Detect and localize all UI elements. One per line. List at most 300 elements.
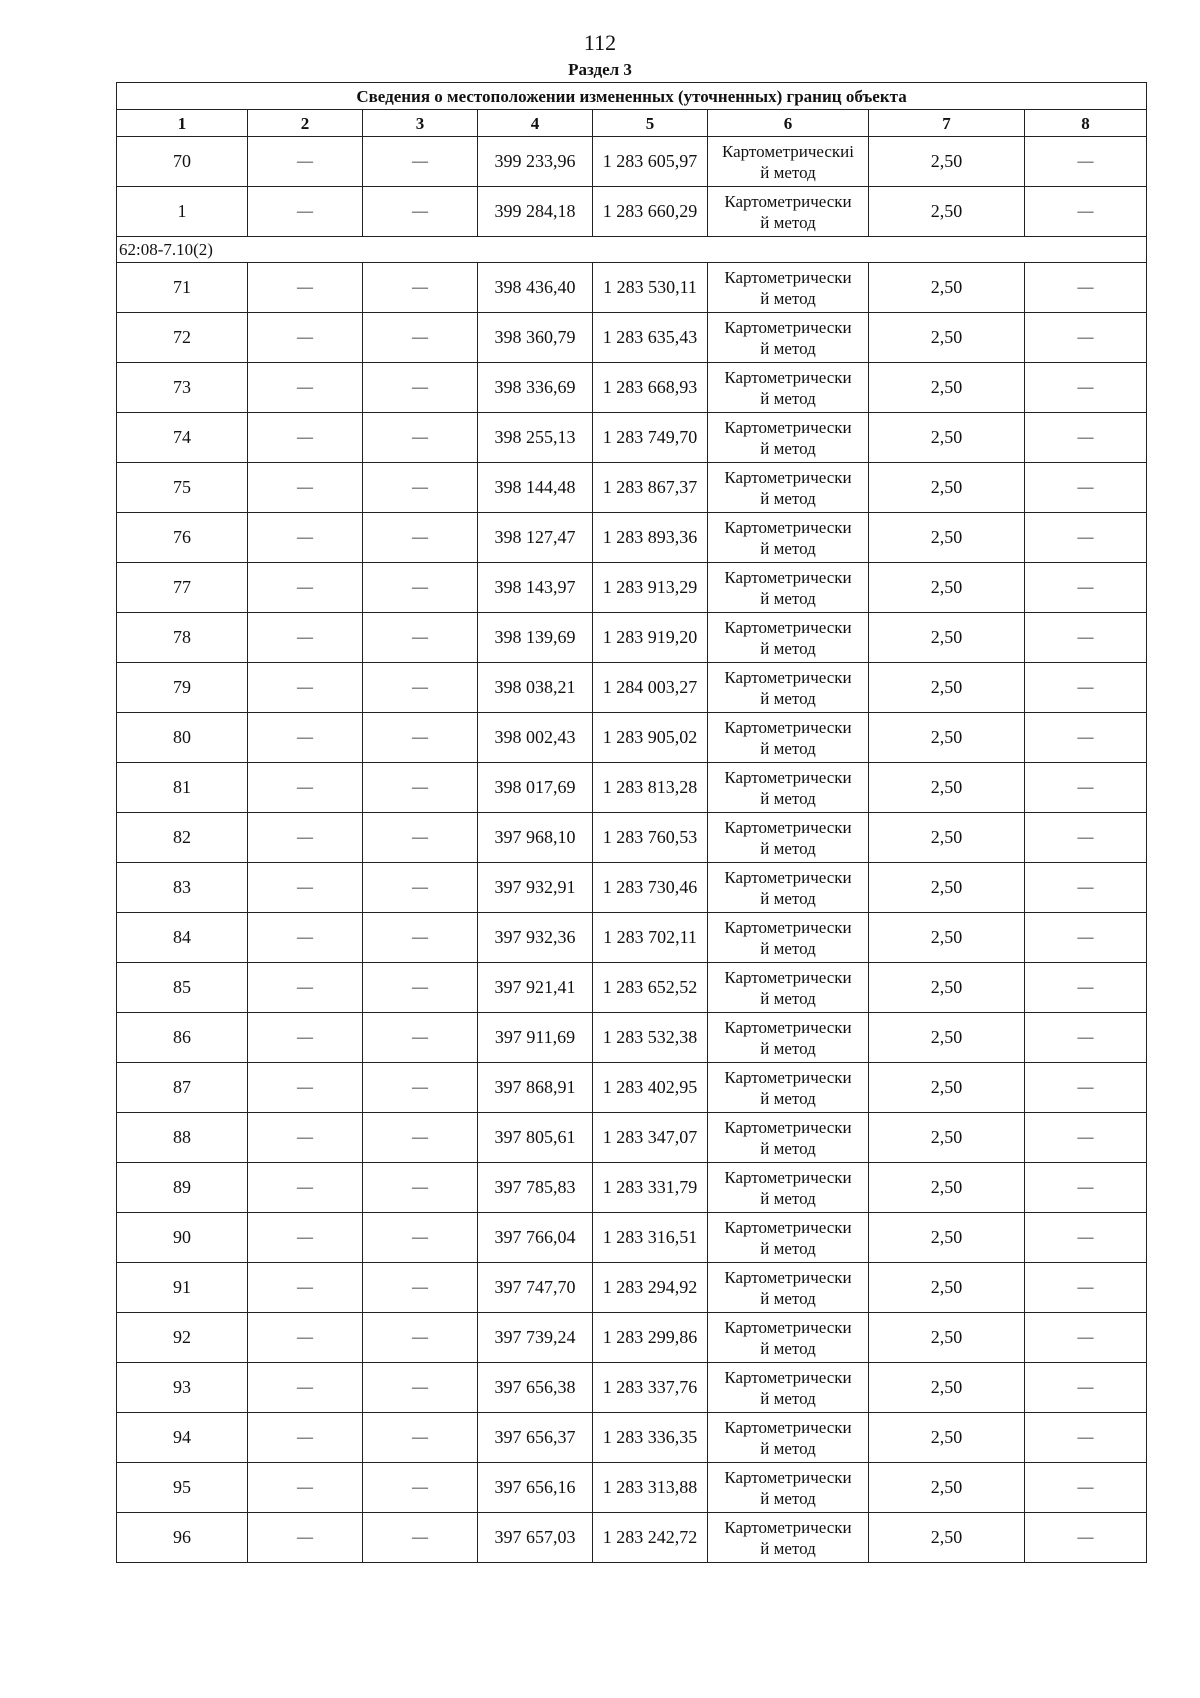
col3-value: —: [363, 713, 478, 763]
y-coordinate: 1 283 813,28: [593, 763, 708, 813]
method-line-1: Картометрически: [724, 1217, 852, 1237]
y-coordinate: 1 283 702,11: [593, 913, 708, 963]
y-coordinate: 1 284 003,27: [593, 663, 708, 713]
col2-value: —: [248, 1113, 363, 1163]
accuracy: 2,50: [869, 1463, 1025, 1513]
accuracy: 2,50: [869, 463, 1025, 513]
col3-value: —: [363, 1213, 478, 1263]
table-row: [117, 1363, 1147, 1413]
point-number: 83: [117, 863, 248, 913]
col8-value: —: [1025, 363, 1147, 413]
x-coordinate: 398 436,40: [478, 263, 593, 313]
col8-value: —: [1025, 463, 1147, 513]
accuracy: 2,50: [869, 613, 1025, 663]
col3-value: —: [363, 813, 478, 863]
table-row: [117, 1013, 1147, 1063]
method-line-1: Картометрически: [724, 917, 852, 937]
method-line-2: й метод: [760, 1288, 816, 1308]
method: [708, 263, 869, 313]
col8-value: —: [1025, 713, 1147, 763]
col2-value: —: [248, 1063, 363, 1113]
point-number: 77: [117, 563, 248, 613]
accuracy: 2,50: [869, 413, 1025, 463]
accuracy: 2,50: [869, 1163, 1025, 1213]
col2-value: —: [248, 1163, 363, 1213]
col3-value: —: [363, 613, 478, 663]
method-line-1: Картометрически: [724, 467, 852, 487]
method: [708, 1163, 869, 1213]
method: [708, 713, 869, 763]
col3-value: —: [363, 1063, 478, 1113]
col8-value: —: [1025, 1363, 1147, 1413]
table-row: [117, 1513, 1147, 1563]
point-number: 95: [117, 1463, 248, 1513]
col8-value: —: [1025, 513, 1147, 563]
x-coordinate: 397 921,41: [478, 963, 593, 1013]
method-line-2: й метод: [760, 1338, 816, 1358]
method-line-2: й метод: [760, 738, 816, 758]
column-number-7: 7: [869, 110, 1025, 137]
method: [708, 1513, 869, 1563]
method-line-2: й метод: [760, 488, 816, 508]
x-coordinate: 398 127,47: [478, 513, 593, 563]
x-coordinate: 398 017,69: [478, 763, 593, 813]
accuracy: 2,50: [869, 913, 1025, 963]
method-line-1: Картометрически: [724, 517, 852, 537]
col2-value: —: [248, 313, 363, 363]
table-row: [117, 1413, 1147, 1463]
y-coordinate: 1 283 316,51: [593, 1213, 708, 1263]
col3-value: —: [363, 913, 478, 963]
table-row: [117, 613, 1147, 663]
accuracy: 2,50: [869, 1063, 1025, 1113]
col3-value: —: [363, 187, 478, 237]
x-coordinate: 397 911,69: [478, 1013, 593, 1063]
method-line-2: й метод: [760, 838, 816, 858]
method-line-1: Картометрически: [724, 967, 852, 987]
group-row: [117, 237, 1147, 263]
col2-value: —: [248, 863, 363, 913]
method: [708, 513, 869, 563]
method-line-1: Картометрическиi: [722, 141, 854, 161]
method-line-2: й метод: [760, 588, 816, 608]
method-line-2: й метод: [760, 538, 816, 558]
x-coordinate: 397 805,61: [478, 1113, 593, 1163]
x-coordinate: 397 868,91: [478, 1063, 593, 1113]
col2-value: —: [248, 563, 363, 613]
point-number: 72: [117, 313, 248, 363]
y-coordinate: 1 283 635,43: [593, 313, 708, 363]
accuracy: 2,50: [869, 1263, 1025, 1313]
point-number: 81: [117, 763, 248, 813]
col8-value: —: [1025, 1463, 1147, 1513]
col3-value: —: [363, 1363, 478, 1413]
point-number: 1: [117, 187, 248, 237]
column-number-row: [117, 110, 1147, 137]
point-number: 84: [117, 913, 248, 963]
point-number: 74: [117, 413, 248, 463]
col8-value: —: [1025, 963, 1147, 1013]
y-coordinate: 1 283 749,70: [593, 413, 708, 463]
method-line-2: й метод: [760, 1538, 816, 1558]
method-line-1: Картометрически: [724, 567, 852, 587]
point-number: 87: [117, 1063, 248, 1113]
col2-value: —: [248, 263, 363, 313]
method-line-1: Картометрически: [724, 1367, 852, 1387]
method-line-2: й метод: [760, 1088, 816, 1108]
col2-value: —: [248, 1463, 363, 1513]
method: [708, 613, 869, 663]
method-line-1: Картометрически: [724, 1267, 852, 1287]
method-line-2: й метод: [760, 1038, 816, 1058]
accuracy: 2,50: [869, 563, 1025, 613]
col2-value: —: [248, 1013, 363, 1063]
accuracy: 2,50: [869, 363, 1025, 413]
method: [708, 1363, 869, 1413]
y-coordinate: 1 283 402,95: [593, 1063, 708, 1113]
method: [708, 963, 869, 1013]
method: [708, 663, 869, 713]
table-body: [117, 83, 1147, 1563]
y-coordinate: 1 283 893,36: [593, 513, 708, 563]
col3-value: —: [363, 363, 478, 413]
point-number: 91: [117, 1263, 248, 1313]
col2-value: —: [248, 763, 363, 813]
x-coordinate: 398 002,43: [478, 713, 593, 763]
method-line-1: Картометрически: [724, 667, 852, 687]
x-coordinate: 398 255,13: [478, 413, 593, 463]
accuracy: 2,50: [869, 1513, 1025, 1563]
x-coordinate: 397 747,70: [478, 1263, 593, 1313]
method: [708, 763, 869, 813]
y-coordinate: 1 283 532,38: [593, 1013, 708, 1063]
column-number-6: 6: [708, 110, 869, 137]
col3-value: —: [363, 1163, 478, 1213]
accuracy: 2,50: [869, 1413, 1025, 1463]
point-number: 94: [117, 1413, 248, 1463]
method-line-1: Картометрически: [724, 617, 852, 637]
method: [708, 1113, 869, 1163]
col3-value: —: [363, 463, 478, 513]
method-line-1: Картометрически: [724, 717, 852, 737]
table-row: [117, 187, 1147, 237]
method-line-2: й метод: [760, 1488, 816, 1508]
col8-value: —: [1025, 413, 1147, 463]
col3-value: —: [363, 313, 478, 363]
accuracy: 2,50: [869, 763, 1025, 813]
y-coordinate: 1 283 294,92: [593, 1263, 708, 1313]
point-number: 82: [117, 813, 248, 863]
point-number: 96: [117, 1513, 248, 1563]
col3-value: —: [363, 263, 478, 313]
method: [708, 363, 869, 413]
table-caption: Сведения о местоположении измененных (уточненных) границ объекта: [117, 83, 1147, 110]
table-row: [117, 313, 1147, 363]
point-number: 88: [117, 1113, 248, 1163]
boundary-coordinates-table: [116, 82, 1147, 1563]
col3-value: —: [363, 413, 478, 463]
method-line-1: Картометрически: [724, 417, 852, 437]
point-number: 71: [117, 263, 248, 313]
y-coordinate: 1 283 605,97: [593, 137, 708, 187]
col2-value: —: [248, 1363, 363, 1413]
table-row: [117, 363, 1147, 413]
column-number-2: 2: [248, 110, 363, 137]
col8-value: —: [1025, 1163, 1147, 1213]
y-coordinate: 1 283 242,72: [593, 1513, 708, 1563]
x-coordinate: 397 932,36: [478, 913, 593, 963]
col3-value: —: [363, 563, 478, 613]
column-number-8: 8: [1025, 110, 1147, 137]
y-coordinate: 1 283 331,79: [593, 1163, 708, 1213]
method-line-2: й метод: [760, 938, 816, 958]
x-coordinate: 397 739,24: [478, 1313, 593, 1363]
accuracy: 2,50: [869, 663, 1025, 713]
col8-value: —: [1025, 913, 1147, 963]
point-number: 79: [117, 663, 248, 713]
method-line-2: й метод: [760, 788, 816, 808]
accuracy: 2,50: [869, 863, 1025, 913]
col2-value: —: [248, 1513, 363, 1563]
col2-value: —: [248, 1313, 363, 1363]
accuracy: 2,50: [869, 713, 1025, 763]
method: [708, 1463, 869, 1513]
table-row: [117, 413, 1147, 463]
y-coordinate: 1 283 652,52: [593, 963, 708, 1013]
method-line-2: й метод: [760, 1238, 816, 1258]
method-line-1: Картометрически: [724, 817, 852, 837]
col3-value: —: [363, 1113, 478, 1163]
method: [708, 863, 869, 913]
method: [708, 137, 869, 187]
x-coordinate: 397 968,10: [478, 813, 593, 863]
accuracy: 2,50: [869, 963, 1025, 1013]
column-number-5: 5: [593, 110, 708, 137]
table-row: [117, 913, 1147, 963]
col8-value: —: [1025, 1013, 1147, 1063]
accuracy: 2,50: [869, 263, 1025, 313]
method-line-2: й метод: [760, 338, 816, 358]
method-line-2: й метод: [760, 288, 816, 308]
y-coordinate: 1 283 336,35: [593, 1413, 708, 1463]
method-line-1: Картометрически: [724, 367, 852, 387]
point-number: 78: [117, 613, 248, 663]
method-line-1: Картометрически: [724, 191, 852, 211]
column-number-1: 1: [117, 110, 248, 137]
y-coordinate: 1 283 313,88: [593, 1463, 708, 1513]
y-coordinate: 1 283 337,76: [593, 1363, 708, 1413]
x-coordinate: 397 656,38: [478, 1363, 593, 1413]
y-coordinate: 1 283 913,29: [593, 563, 708, 613]
y-coordinate: 1 283 299,86: [593, 1313, 708, 1363]
col2-value: —: [248, 463, 363, 513]
method-line-1: Картометрически: [724, 1467, 852, 1487]
method-line-2: й метод: [760, 888, 816, 908]
col2-value: —: [248, 513, 363, 563]
method: [708, 1063, 869, 1113]
y-coordinate: 1 283 730,46: [593, 863, 708, 913]
x-coordinate: 397 932,91: [478, 863, 593, 913]
table-row: [117, 863, 1147, 913]
x-coordinate: 397 656,37: [478, 1413, 593, 1463]
col3-value: —: [363, 663, 478, 713]
y-coordinate: 1 283 905,02: [593, 713, 708, 763]
x-coordinate: 398 038,21: [478, 663, 593, 713]
method-line-2: й метод: [760, 1438, 816, 1458]
col2-value: —: [248, 613, 363, 663]
col8-value: —: [1025, 1413, 1147, 1463]
table-row: [117, 1213, 1147, 1263]
col8-value: —: [1025, 1513, 1147, 1563]
accuracy: 2,50: [869, 1013, 1025, 1063]
col3-value: —: [363, 1263, 478, 1313]
method-line-2: й метод: [760, 1388, 816, 1408]
col2-value: —: [248, 187, 363, 237]
table-row: [117, 1063, 1147, 1113]
section-title: Раздел 3: [568, 60, 632, 79]
x-coordinate: 398 360,79: [478, 313, 593, 363]
x-coordinate: 398 144,48: [478, 463, 593, 513]
col8-value: —: [1025, 1313, 1147, 1363]
table-row: [117, 663, 1147, 713]
table-row: [117, 1463, 1147, 1513]
col8-value: —: [1025, 663, 1147, 713]
x-coordinate: 397 656,16: [478, 1463, 593, 1513]
col8-value: —: [1025, 313, 1147, 363]
table-row: [117, 963, 1147, 1013]
method: [708, 187, 869, 237]
method: [708, 313, 869, 363]
method-line-1: Картометрически: [724, 1317, 852, 1337]
table-row: [117, 713, 1147, 763]
table-row: [117, 513, 1147, 563]
y-coordinate: 1 283 530,11: [593, 263, 708, 313]
point-number: 73: [117, 363, 248, 413]
y-coordinate: 1 283 760,53: [593, 813, 708, 863]
col2-value: —: [248, 913, 363, 963]
x-coordinate: 398 336,69: [478, 363, 593, 413]
col8-value: —: [1025, 263, 1147, 313]
y-coordinate: 1 283 867,37: [593, 463, 708, 513]
accuracy: 2,50: [869, 1113, 1025, 1163]
method-line-1: Картометрически: [724, 317, 852, 337]
col8-value: —: [1025, 1113, 1147, 1163]
col2-value: —: [248, 1263, 363, 1313]
method-line-1: Картометрически: [724, 1067, 852, 1087]
method-line-2: й метод: [760, 988, 816, 1008]
parcel-group-label: 62:08-7.10(2): [117, 237, 1147, 263]
method-line-1: Картометрически: [724, 767, 852, 787]
method-line-1: Картометрически: [724, 1117, 852, 1137]
method-line-2: й метод: [760, 1138, 816, 1158]
table-row: [117, 1313, 1147, 1363]
col2-value: —: [248, 1413, 363, 1463]
table-row: [117, 463, 1147, 513]
method-line-1: Картометрически: [724, 1167, 852, 1187]
col8-value: —: [1025, 863, 1147, 913]
col8-value: —: [1025, 1213, 1147, 1263]
accuracy: 2,50: [869, 137, 1025, 187]
method: [708, 463, 869, 513]
x-coordinate: 397 785,83: [478, 1163, 593, 1213]
accuracy: 2,50: [869, 187, 1025, 237]
accuracy: 2,50: [869, 513, 1025, 563]
col3-value: —: [363, 1463, 478, 1513]
col3-value: —: [363, 137, 478, 187]
column-number-3: 3: [363, 110, 478, 137]
method: [708, 1213, 869, 1263]
table-row: [117, 563, 1147, 613]
y-coordinate: 1 283 660,29: [593, 187, 708, 237]
col8-value: —: [1025, 563, 1147, 613]
accuracy: 2,50: [869, 1213, 1025, 1263]
col8-value: —: [1025, 1063, 1147, 1113]
table-caption-row: [117, 83, 1147, 110]
col3-value: —: [363, 1413, 478, 1463]
method-line-1: Картометрически: [724, 1017, 852, 1037]
method-line-2: й метод: [760, 1188, 816, 1208]
point-number: 75: [117, 463, 248, 513]
method-line-1: Картометрически: [724, 1517, 852, 1537]
table-row: [117, 1113, 1147, 1163]
method-line-2: й метод: [760, 438, 816, 458]
point-number: 86: [117, 1013, 248, 1063]
point-number: 92: [117, 1313, 248, 1363]
method-line-1: Картометрически: [724, 867, 852, 887]
point-number: 90: [117, 1213, 248, 1263]
col3-value: —: [363, 863, 478, 913]
method: [708, 1413, 869, 1463]
table-row: [117, 1263, 1147, 1313]
x-coordinate: 398 139,69: [478, 613, 593, 663]
x-coordinate: 398 143,97: [478, 563, 593, 613]
page-number: 112: [583, 30, 617, 55]
method-line-2: й метод: [760, 162, 816, 182]
x-coordinate: 399 284,18: [478, 187, 593, 237]
col2-value: —: [248, 713, 363, 763]
method: [708, 563, 869, 613]
point-number: 89: [117, 1163, 248, 1213]
table-row: [117, 263, 1147, 313]
point-number: 93: [117, 1363, 248, 1413]
point-number: 85: [117, 963, 248, 1013]
col2-value: —: [248, 413, 363, 463]
accuracy: 2,50: [869, 313, 1025, 363]
x-coordinate: 397 766,04: [478, 1213, 593, 1263]
method-line-2: й метод: [760, 212, 816, 232]
x-coordinate: 397 657,03: [478, 1513, 593, 1563]
method-line-2: й метод: [760, 638, 816, 658]
col8-value: —: [1025, 1263, 1147, 1313]
column-number-4: 4: [478, 110, 593, 137]
method: [708, 1013, 869, 1063]
point-number: 70: [117, 137, 248, 187]
method: [708, 413, 869, 463]
col3-value: —: [363, 1313, 478, 1363]
y-coordinate: 1 283 919,20: [593, 613, 708, 663]
point-number: 80: [117, 713, 248, 763]
col8-value: —: [1025, 137, 1147, 187]
col3-value: —: [363, 963, 478, 1013]
method-line-1: Картометрически: [724, 1417, 852, 1437]
col2-value: —: [248, 1213, 363, 1263]
col2-value: —: [248, 363, 363, 413]
method-line-2: й метод: [760, 388, 816, 408]
method: [708, 1263, 869, 1313]
col2-value: —: [248, 963, 363, 1013]
col3-value: —: [363, 513, 478, 563]
accuracy: 2,50: [869, 1363, 1025, 1413]
